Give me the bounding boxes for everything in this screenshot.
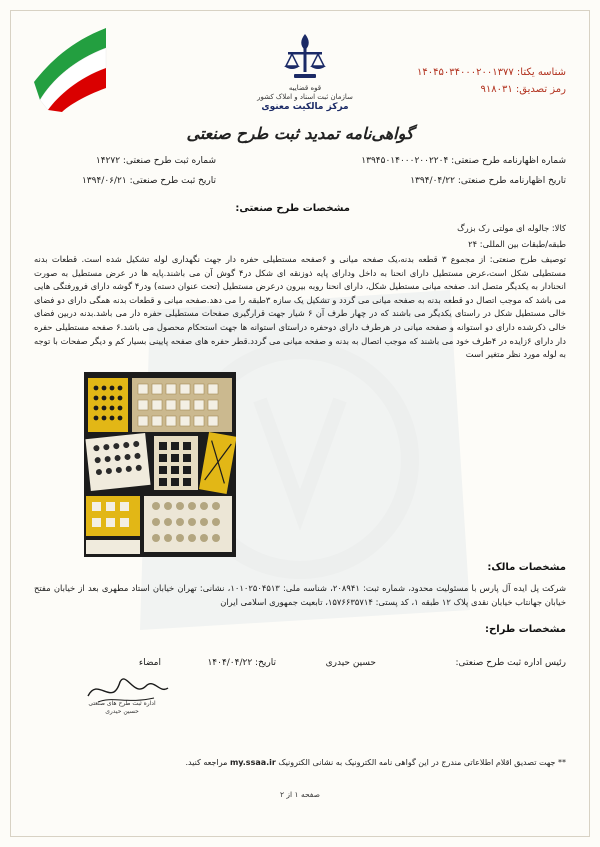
declaration-number: شماره اظهارنامه طرح صنعتی: ۱۳۹۴۵۰۱۴۰۰۰۲۰۰۲۲۰۴ <box>361 156 566 166</box>
design-section-title: مشخصات طرح صنعتی: <box>235 203 350 214</box>
stamp-line-2: حسین حیدری <box>105 707 139 715</box>
verification-link[interactable]: my.ssaa.ir <box>229 758 276 767</box>
design-class: طبقه/طبقات بین المللی: ۲۴ <box>468 239 566 249</box>
organization-block <box>230 84 380 113</box>
declaration-date: تاریخ اظهارنامه طرح صنعتی: ۱۳۹۴/۰۴/۲۲ <box>410 176 566 186</box>
verification-note <box>34 758 566 767</box>
center-label: مرکز مالکیت معنوی <box>261 101 349 112</box>
note-suffix: مراجعه کنید. <box>185 758 228 767</box>
iran-flag-icon <box>30 22 110 112</box>
registration-number: شماره ثبت طرح صنعتی: ۱۴۲۷۲ <box>95 156 216 166</box>
owner-details: شرکت پل ایده آل پارس با مسئولیت محدود، شماره ثبت: ۲۰۸۹۴۱، شناسه ملی: ۱۰۱۰۲۵۰۴۵۱۳، نشانی: تهران خیابان استاد مطهری بعد از خیابان مفتح خیابان جهانتاب خیابان نقدی پلاک ۱۲ طبقه ۱، کد پستی: ۱۵۷۶۶۳۵۷۱۴، تابعیت جمهوری اسلامی ایران <box>34 583 566 607</box>
organization-label: سازمان ثبت اسناد و املاک کشور <box>257 92 353 101</box>
design-goods: کالا: جالوله ای مولتی رک بزرگ <box>457 223 566 233</box>
page-number: صفحه ۱ از ۲ <box>280 790 320 799</box>
owner-section-title: مشخصات مالک: <box>487 562 566 573</box>
stamp-text <box>62 700 182 716</box>
product-photo <box>84 372 236 557</box>
sign-label: امضاء <box>138 658 161 668</box>
designer-section-title: مشخصات طراح: <box>485 624 566 635</box>
certificate-title: گواهی‌نامه تمدید ثبت طرح صنعتی <box>186 124 414 143</box>
note-prefix: ** جهت تصدیق اقلام اطلاعاتی مندرج در این گواهی نامه الکترونیک به نشانی الکترونیک <box>278 758 566 767</box>
stamp-line-1: اداره ثبت طرح های صنعتی <box>88 700 156 707</box>
confirmation-code: رمز تصدیق: ۹۱۸۰۳۱ <box>480 84 566 95</box>
design-description: توصیف طرح صنعتی: از مجموع ۳ قطعه بدنه،یک صفحه میانی و ۶صفحه مستطیلی حفره دار جهت نگهداری لوله تشکیل شده است. قطعات بدنه مستطیلی شکل است،عرض مستطیل دارای انحنا به داخل ودارای پایه ذوزنقه ای شکل در۴ گوش آن می باشند.پایه ها در عرض مستطیل به صورت انحنادار به یکدیگر متصل اند. صفحه میانی مستطیل شکل، دارای انحنا روبه بیرون درعرض مستطیل (تحت عنوان دسته) ودر۴ گوشه دارای فرورفتگی هایی می باشد که موجب اتصال دو قطعه بدنه به صفحه میانی می گردد و تشکیل یک سازه ۳طبقه را می دهد.صفحه میانی و قطعات بدنه همگی دارای دو فضای خالی مستطیل شکل در راستای یکدیگر می باشند که در چهار طرف آن ۶ شیار جهت قرارگیری صفحات مستطیلی حفره دار می باشد.بدنه دربین فضای خالی ذکرشده دارای دو استوانه و صفحه میانی در هرطرف دارای دوحفره دراستای استوانه ها جهت استحکام محصول می باشد.۶ صفحه مستطیلی حفره دار دارای ۶زایده در ۴طرف خود می باشند که موجب اتصال به بدنه و صفحه میانی می گردد.قطر حفره های صفحه پایینی بسیار کم و دیگر صفحات با توجه به لوله مورد نظر متغیر است <box>34 254 566 360</box>
signature-date: تاریخ: ۱۴۰۴/۰۴/۲۲ <box>207 658 276 668</box>
judiciary-label: قوه قضاییه <box>288 84 322 92</box>
signature-role: رئیس اداره ثبت طرح صنعتی: <box>455 658 566 668</box>
registration-date: تاریخ ثبت طرح صنعتی: ۱۳۹۴/۰۶/۲۱ <box>81 176 216 186</box>
signature-name: حسین حیدری <box>325 658 376 668</box>
tracking-block <box>366 64 566 98</box>
judiciary-emblem-icon <box>282 30 328 84</box>
tracking-id: شناسه یکتا: ۱۴۰۴۵۰۳۴۰۰۰۲۰۰۱۳۷۷ <box>417 67 566 78</box>
signature-stamp-icon <box>68 668 178 728</box>
registration-info <box>34 156 566 196</box>
